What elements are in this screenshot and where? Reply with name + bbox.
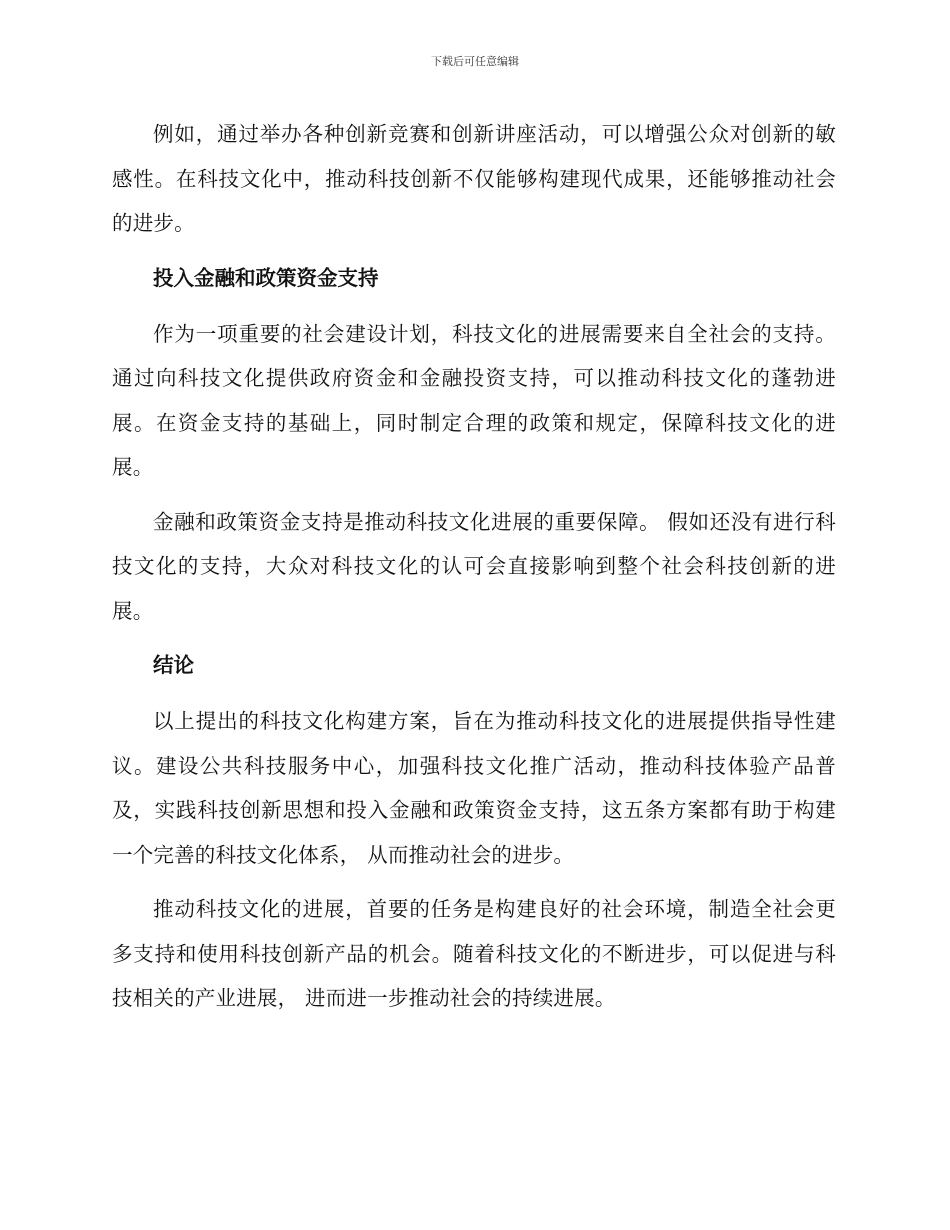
section-heading-funding: 投入金融和政策资金支持 (153, 265, 379, 290)
paragraph-funding-support: 作为一项重要的社会建设计划，科技文化的进展需要来自全社会的支持。通过向科技文化提供政府资金和金融投资支持，可以推动科技文化的蓬勃进展。在资金支持的基础上，同时制定合理的政策和规定，保障科技文化的进展。 (112, 321, 836, 479)
paragraph-conclusion-summary: 以上提出的科技文化构建方案，旨在为推动科技文化的进展提供指导性建议。建设公共科技服务中心，加强科技文化推广活动，推动科技体验产品普及，实践科技创新思想和投入金融和政策资金支持，这五条方案都有助于构建一个完善的科技文化体系， 从而推动社会的进步。 (112, 709, 836, 867)
paragraph-funding-importance: 金融和政策资金支持是推动科技文化进展的重要保障。 假如还没有进行科技文化的支持，大众对科技文化的认可会直接影响到整个社会科技创新的进展。 (112, 509, 836, 623)
section-heading-conclusion: 结论 (153, 653, 194, 677)
paragraph-conclusion-environment: 推动科技文化的进展，首要的任务是构建良好的社会环境，制造全社会更多支持和使用科技创新产品的机会。随着科技文化的不断进步，可以促进与科技相关的产业进展， 进而进一步推动社会的持续进展。 (112, 897, 836, 1010)
page-header: 下载后可任意编辑 (431, 55, 519, 68)
document-body (112, 112, 836, 1031)
paragraph-innovation-activities: 例如，通过举办各种创新竞赛和创新讲座活动，可以增强公众对创新的敏感性。在科技文化中，推动科技创新不仅能够构建现代成果，还能够推动社会的进步。 (112, 122, 836, 235)
